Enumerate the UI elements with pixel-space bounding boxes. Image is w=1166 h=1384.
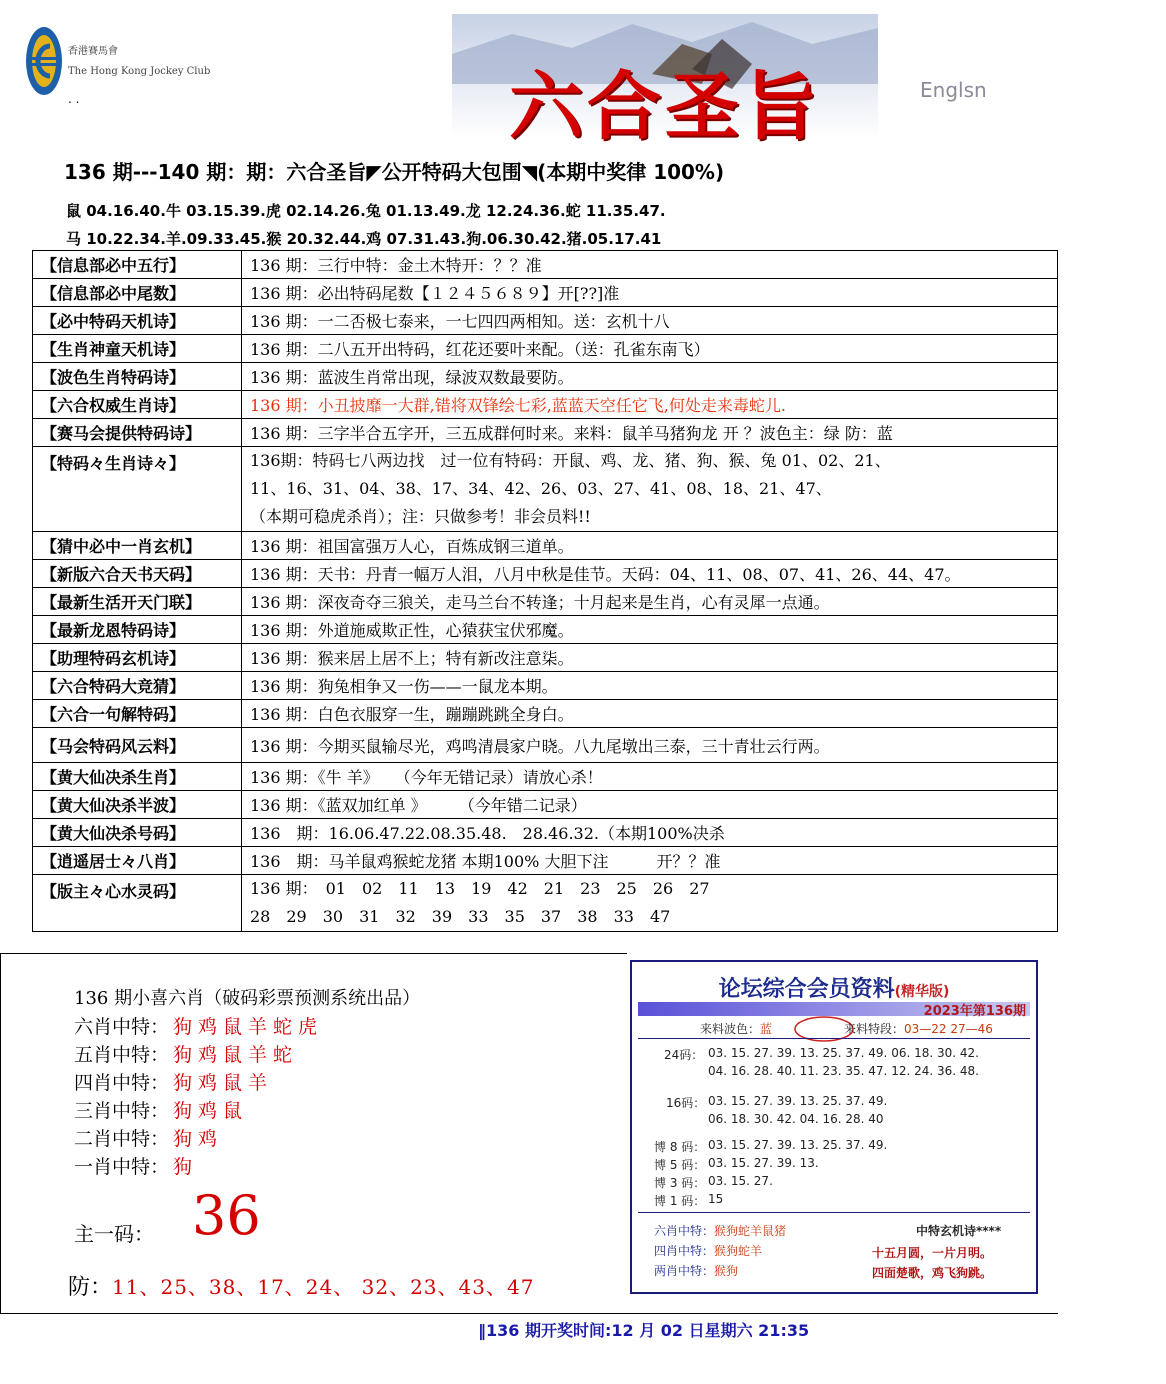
row-label: 【黄大仙决杀半波】 [33, 791, 242, 819]
headline: 136 期---140 期：期：六合圣旨◤公开特码大包围◥(本期中奖律 100%) [64, 160, 725, 184]
row-label: 【新版六合天书天码】 [33, 560, 242, 588]
tier-animals: 狗鸡鼠羊 [173, 1072, 274, 1094]
tier-label: 一肖中特： [74, 1156, 170, 1178]
row-content-multiline [242, 447, 1058, 532]
c24-line-2: 04. 16. 28. 40. 11. 23. 35. 47. 12. 24. 36. 48. [708, 1064, 979, 1078]
table-row [33, 363, 1058, 391]
row-content: 136 期：必出特码尾数【１２４５６８９】开[??]准 [242, 279, 1058, 307]
row-label: 【马会特码风云料】 [33, 728, 242, 763]
forum-color-row [700, 1020, 772, 1037]
row-label: 【六合一句解特码】 [33, 700, 242, 728]
row-content: 136 期：外道施威欺正性，心猿获宝伏邪魔。 [242, 616, 1058, 644]
forum-special-row [844, 1020, 993, 1037]
c16-label: 16码： [666, 1096, 706, 1110]
forum-poem-line-2: 四面楚歌，鸡飞狗跳。 [872, 1266, 993, 1280]
forum-color-value: 蓝 [760, 1022, 773, 1036]
forum-edition: (精华版) [894, 984, 950, 1000]
b5-values: 03. 15. 27. 39. 13. [708, 1156, 819, 1170]
zodiac-numbers-line-2: 马 10.22.34.羊.09.33.45.猴 20.32.44.鸡 07.31.43.狗.06.30.42.猪.05.17.41 [66, 230, 662, 248]
six-zodiac-title: 136 期小喜六肖（破码彩票预测系统出品） [74, 988, 421, 1009]
org-name-en: The Hong Kong Jockey Club [68, 66, 211, 77]
forum-six-row [654, 1222, 786, 1239]
row-label: 【助理特码玄机诗】 [33, 644, 242, 672]
c16-line-1: 03. 15. 27. 39. 13. 25. 37. 49. [708, 1094, 888, 1108]
table-row [33, 763, 1058, 791]
row-content: 136 期：三字半合五字开，三五成群何时来。来料：鼠羊马猪狗龙 开 ？波色主：绿 防：蓝 [242, 419, 1058, 447]
row-content: 136 期：天书：丹青一幅万人泪，八月中秋是佳节。天码：04、11、08、07、41、26、44、47。 [242, 560, 1058, 588]
row-line: 136 期： 01 02 11 13 19 42 21 23 25 26 27 [250, 879, 710, 898]
table-row [33, 644, 1058, 672]
forum-special-label: 来料特段： [844, 1022, 905, 1036]
c16-line-2: 06. 18. 30. 42. 04. 16. 28. 40 [708, 1112, 884, 1126]
table-row [33, 700, 1058, 728]
table-row [33, 279, 1058, 307]
row-label: 【黄大仙决杀号码】 [33, 819, 242, 847]
row-line: 11、16、31、04、38、17、34、42、26、03、27、41、08、18、21、47、 [250, 479, 832, 498]
org-name-cn: 香港賽馬會 [68, 46, 118, 57]
table-row [33, 532, 1058, 560]
table-row [33, 335, 1058, 363]
row-label: 【六合权威生肖诗】 [33, 391, 242, 419]
tier-six [74, 1012, 323, 1039]
row-content: 136 期：二八五开出特码，红花还要叶来配。（送：孔雀东南飞） [242, 335, 1058, 363]
c24-label: 24码： [664, 1048, 704, 1062]
table-row [33, 847, 1058, 875]
table-row [33, 560, 1058, 588]
table-row [33, 672, 1058, 700]
b1-values: 15 [708, 1192, 724, 1206]
forum-title [632, 972, 1036, 1003]
b1-label: 博 1 码： [654, 1194, 706, 1208]
b5-label: 博 5 码： [654, 1158, 706, 1172]
row-content: 136 期：祖国富强万人心，百炼成钢三道单。 [242, 532, 1058, 560]
table-row [33, 588, 1058, 616]
tier-animals: 狗鸡 [173, 1128, 224, 1150]
table-row [33, 616, 1058, 644]
hkjc-logo [24, 24, 64, 98]
tier-animals: 狗鸡鼠 [173, 1100, 249, 1122]
table-row [33, 307, 1058, 335]
row-label: 【信息部必中五行】 [33, 251, 242, 279]
forum-two-value: 猴狗 [714, 1264, 739, 1278]
c24-line-1: 03. 15. 27. 39. 13. 25. 37. 49. 06. 18. 30. 42. [708, 1046, 979, 1060]
row-label: 【最新生活开天门联】 [33, 588, 242, 616]
row-content: 136 期：《牛 羊》 （今年无错记录）请放心杀！ [242, 763, 1058, 791]
row-content: 136 期：三行中特：金土木特开：？？准 [242, 251, 1058, 279]
row-label: 【逍遥居士々八肖】 [33, 847, 242, 875]
forum-color-label: 来料波色： [700, 1022, 761, 1036]
tier-five [74, 1040, 298, 1067]
row-content: 136 期：蓝波生肖常出现，绿波双数最要防。 [242, 363, 1058, 391]
b8-label: 博 8 码： [654, 1140, 706, 1154]
table-row [33, 391, 1058, 419]
row-content: 136 期：一二否极七泰来，一七四四两相知。送：玄机十八 [242, 307, 1058, 335]
forum-title-text: 论坛综合会员资料 [718, 977, 895, 1002]
table-row [33, 791, 1058, 819]
table-row [33, 447, 1058, 532]
forum-special-value: 03—22 27—46 [904, 1022, 993, 1036]
main-number: 36 [192, 1184, 261, 1247]
row-label: 【必中特码天机诗】 [33, 307, 242, 335]
table-row [33, 419, 1058, 447]
banner-title: 六合圣旨 [509, 64, 821, 150]
table-row [33, 251, 1058, 279]
tier-animals: 狗鸡鼠羊蛇 [173, 1044, 299, 1066]
row-label: 【六合特码大竞猜】 [33, 672, 242, 700]
row-content: 136 期：今期买鼠输尽光，鸡鸣清晨家户晓。八九尾墩出三泰，三十青壮云行两。 [242, 728, 1058, 763]
row-label: 【黄大仙决杀生肖】 [33, 763, 242, 791]
table-row [33, 819, 1058, 847]
forum-four-value: 猴狗蛇羊 [714, 1244, 763, 1258]
header-dots: . . [68, 92, 80, 106]
row-content: 136 期：马羊鼠鸡猴蛇龙猪 本期100% 大胆下注 开？？准 [242, 847, 1058, 875]
tier-label: 六肖中特： [74, 1016, 170, 1038]
row-label: 【信息部必中尾数】 [33, 279, 242, 307]
row-content: 136 期：狗兔相争又一伤——一鼠龙本期。 [242, 672, 1058, 700]
b8-values: 03. 15. 27. 39. 13. 25. 37. 49. [708, 1138, 888, 1152]
row-line: （本期可稳虎杀肖）；注：只做参考！非会员料!! [250, 507, 591, 526]
row-content-multiline [242, 875, 1058, 932]
tier-animals: 狗鸡鼠羊蛇虎 [173, 1016, 324, 1038]
row-content: 136 期：16.06.47.22.08.35.48. 28.46.32.（本期100%决杀 [242, 819, 1058, 847]
table-row [33, 728, 1058, 763]
row-line: 28 29 30 31 32 39 33 35 37 38 33 47 [250, 907, 671, 926]
row-label: 【波色生肖特码诗】 [33, 363, 242, 391]
tier-animals: 狗 [173, 1156, 199, 1178]
b3-values: 03. 15. 27. [708, 1174, 773, 1188]
row-label: 【最新龙恩特码诗】 [33, 616, 242, 644]
zodiac-numbers-line-1: 鼠 04.16.40.牛 03.15.39.虎 02.14.26.兔 01.13.49.龙 12.24.36.蛇 11.35.47. [66, 202, 666, 220]
tier-label: 五肖中特： [74, 1044, 170, 1066]
forum-period: 2023年第136期 [923, 1004, 1026, 1019]
tier-two [74, 1124, 223, 1151]
table-row [33, 875, 1058, 932]
guard-numbers [68, 1270, 534, 1301]
tier-four [74, 1068, 273, 1095]
row-content: 136 期：深夜奇夺三狼关，走马兰台不转逢；十月起来是生肖，心有灵犀一点通。 [242, 588, 1058, 616]
tier-label: 三肖中特： [74, 1100, 170, 1122]
forum-four-label: 四肖中特： [654, 1244, 715, 1258]
forum-two-label: 两肖中特： [654, 1264, 715, 1278]
row-label: 【版主々心水灵码】 [33, 875, 242, 932]
b3-label: 博 3 码： [654, 1176, 706, 1190]
prediction-table [32, 250, 1058, 932]
tier-one [74, 1152, 198, 1179]
row-label: 【赛马会提供特码诗】 [33, 419, 242, 447]
english-link[interactable]: Englsn [920, 78, 987, 102]
tier-label: 二肖中特： [74, 1128, 170, 1150]
forum-divider [638, 1212, 1030, 1213]
row-label: 【生肖神童天机诗】 [33, 335, 242, 363]
forum-two-row [654, 1262, 738, 1279]
guard-values: 11、25、38、17、24、 32、23、43、47 [112, 1275, 535, 1299]
forum-poem-label: 中特玄机诗**** [916, 1224, 1002, 1238]
row-label: 【特码々生肖诗々】 [33, 447, 242, 532]
forum-poem-line-1: 十五月圆，一片月明。 [872, 1246, 993, 1260]
forum-six-value: 猴狗蛇羊鼠猪 [714, 1224, 787, 1238]
row-line: 136期：特码七八两边找 过一位有特码：开鼠、鸡、龙、猪、狗、猴、兔 01、02、21、 [250, 451, 891, 470]
forum-four-row [654, 1242, 762, 1259]
row-content: 136 期：《蓝双加红单 》 （今年错二记录） [242, 791, 1058, 819]
tier-label: 四肖中特： [74, 1072, 170, 1094]
guard-label: 防： [68, 1275, 113, 1300]
main-number-label: 主一码： [74, 1222, 154, 1246]
row-content: 136 期：猴来居上居不上；特有新改注意柒。 [242, 644, 1058, 672]
forum-member-box [630, 960, 1038, 1294]
row-content: 136 期：白色衣服穿一生，蹦蹦跳跳全身白。 [242, 700, 1058, 728]
forum-six-label: 六肖中特： [654, 1224, 715, 1238]
row-label: 【猜中必中一肖玄机】 [33, 532, 242, 560]
tier-three [74, 1096, 248, 1123]
draw-time: ‖136 期开奖时间:12 月 02 日星期六 21:35 [478, 1321, 810, 1340]
footer-divider [0, 1313, 1058, 1314]
row-content-highlight: 136 期：小丑披靡一大群,错将双锋绘七彩,蓝蓝天空任它飞,何处走来毒蛇儿. [242, 391, 1058, 419]
forum-divider [638, 1038, 1030, 1039]
